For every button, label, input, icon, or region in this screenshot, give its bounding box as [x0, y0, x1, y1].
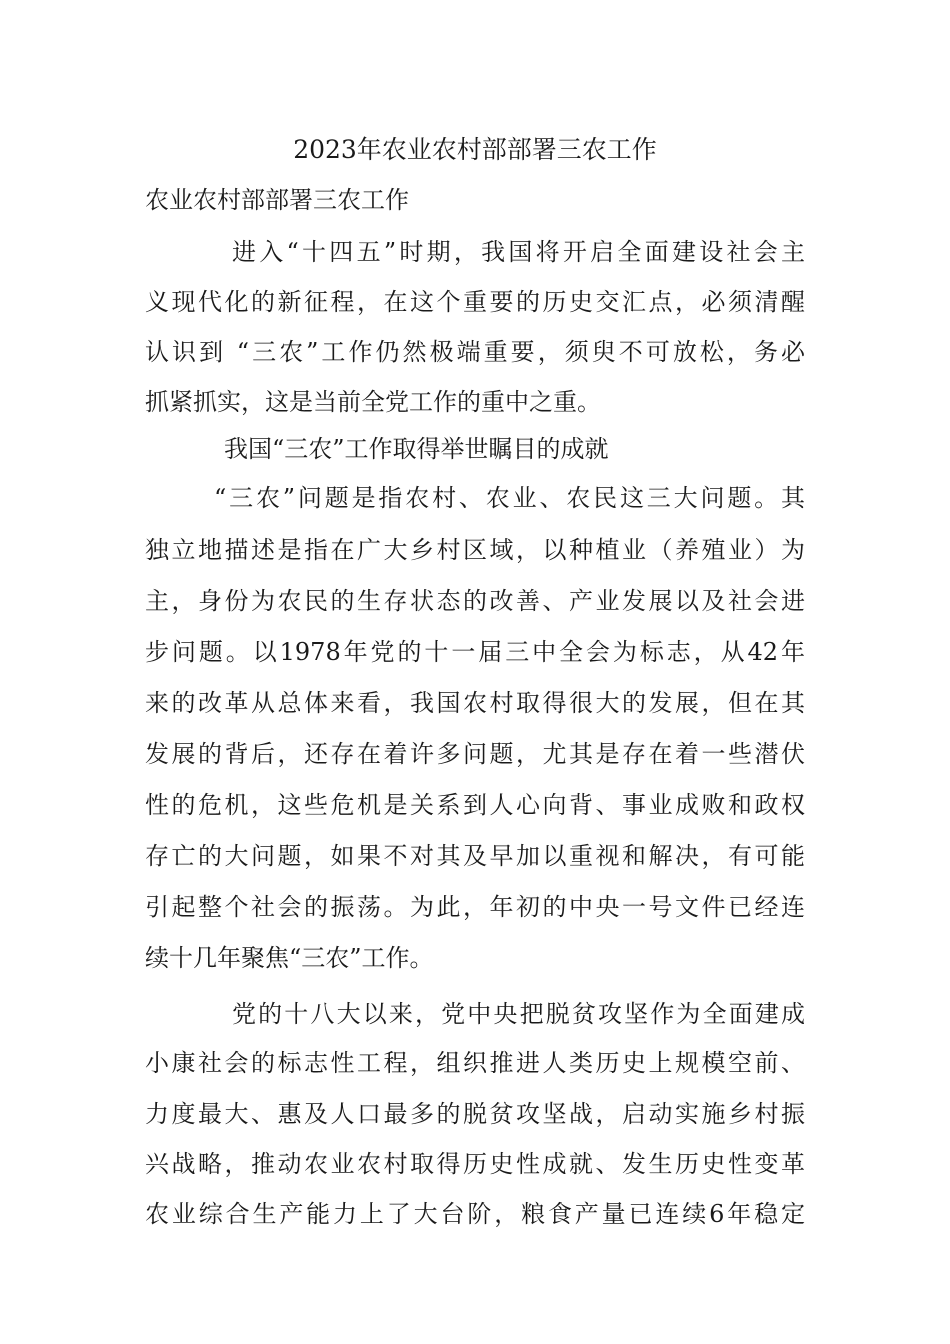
- paragraph-line: 抓紧抓实，这是当前全党工作的重中之重。: [145, 388, 601, 416]
- paragraph-line: 党的十八大以来，党中央把脱贫攻坚作为全面建成: [232, 1000, 805, 1028]
- paragraph-line: 来的改革从总体来看，我国农村取得很大的发展，但在其: [145, 689, 805, 717]
- document-subtitle: 农业农村部部署三农工作: [145, 186, 409, 214]
- paragraph-line: 独立地描述是指在广大乡村区域，以种植业（养殖业）为: [145, 536, 805, 564]
- paragraph-line: 性的危机，这些危机是关系到人心向背、事业成败和政权: [145, 791, 805, 819]
- paragraph-line: 存亡的大问题，如果不对其及早加以重视和解决，有可能: [145, 842, 805, 870]
- paragraph-line: 兴战略，推动农业农村取得历史性成就、发生历史性变革: [145, 1150, 805, 1178]
- paragraph-line: 续十几年聚焦“三农”工作。: [145, 944, 434, 972]
- paragraph-line: 农业综合生产能力上了大台阶，粮食产量已连续6年稳定: [145, 1200, 805, 1228]
- paragraph-line: 主，身份为农民的生存状态的改善、产业发展以及社会进: [145, 587, 805, 615]
- paragraph-line: 进入“十四五”时期，我国将开启全面建设社会主: [232, 238, 805, 266]
- section-heading: 我国“三农”工作取得举世瞩目的成就: [224, 435, 609, 463]
- paragraph-line: 力度最大、惠及人口最多的脱贫攻坚战，启动实施乡村振: [145, 1100, 805, 1128]
- paragraph-line: 义现代化的新征程，在这个重要的历史交汇点，必须清醒: [145, 288, 805, 316]
- document-title: 2023年农业农村部部署三农工作: [293, 135, 657, 164]
- paragraph-line: 发展的背后，还存在着许多问题，尤其是存在着一些潜伏: [145, 740, 805, 768]
- paragraph-line: “三农”问题是指农村、农业、农民这三大问题。其: [214, 484, 805, 512]
- paragraph-line: 认识到 “三农”工作仍然极端重要，须臾不可放松，务必: [145, 338, 805, 366]
- paragraph-line: 小康社会的标志性工程，组织推进人类历史上规模空前、: [145, 1049, 805, 1077]
- paragraph-line: 步问题。以1978年党的十一届三中全会为标志，从42年: [145, 638, 805, 666]
- paragraph-line: 引起整个社会的振荡。为此，年初的中央一号文件已经连: [145, 893, 805, 921]
